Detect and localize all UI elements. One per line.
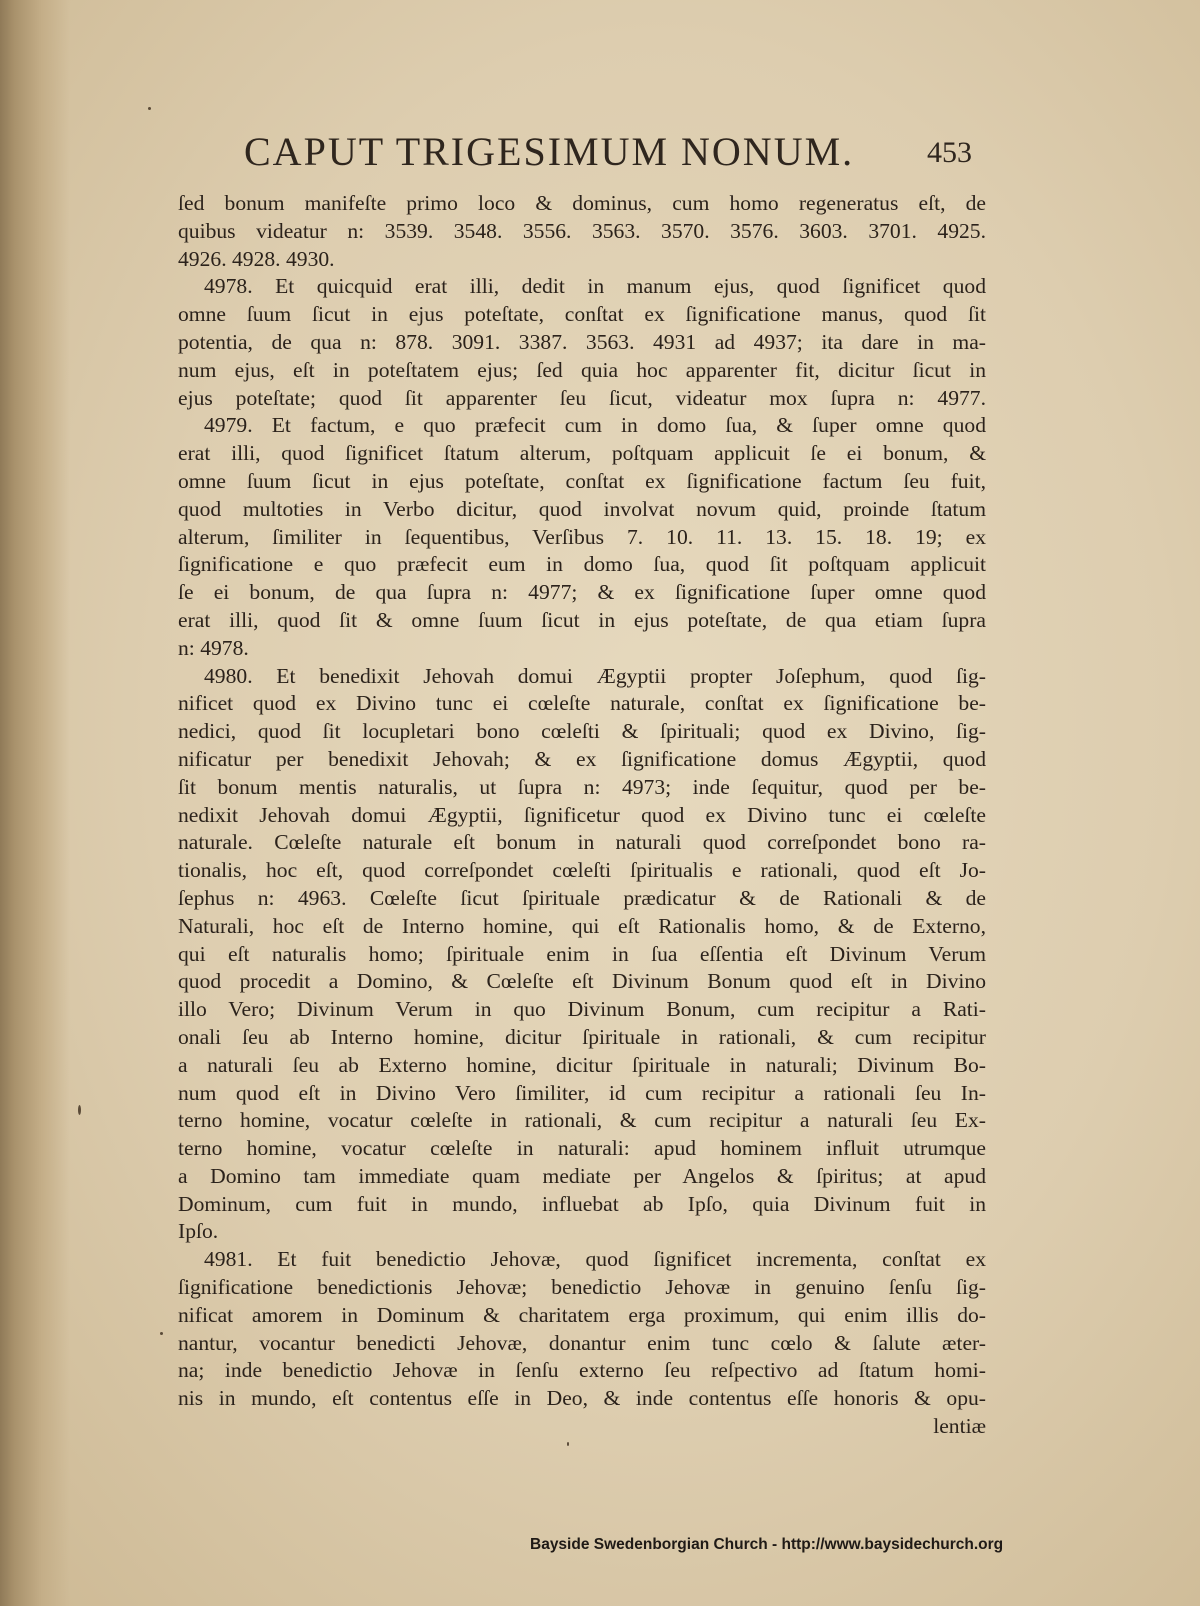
text-line: num ejus, eſt in poteſtatem ejus; ſed quia hoc apparenter fit, dicitur ſicut in (178, 357, 986, 382)
text-line: a naturali ſeu ab Externo homine, dicitur ſpirituale in naturali; Divinum Bo- (178, 1052, 986, 1077)
paragraph-start-4980: 4980. Et benedixit Jehovah domui Ægyptii propter Joſephum, quod ſig- (204, 663, 986, 688)
running-head (240, 128, 990, 184)
text-line: ſignificatione e quo præfecit eum in domo ſua, quod ſit poſtquam applicuit (178, 552, 986, 577)
text-line: quibus videatur n: 3539. 3548. 3556. 3563. 3570. 3576. 3603. 3701. 4925. (178, 218, 986, 243)
paper-speck (567, 1442, 569, 1446)
text-line: 4926. 4928. 4930. (178, 246, 335, 271)
text-line: ejus poteſtate; quod ſit apparenter ſeu ſicut, videatur mox ſupra n: 4977. (178, 385, 986, 410)
text-line: onali ſeu ab Interno homine, dicitur ſpirituale in rationali, & cum recipitur (178, 1024, 986, 1049)
body-text (178, 190, 986, 1441)
text-line: nificet quod ex Divino tunc ei cœleſte naturale, conſtat ex ſignificatione be- (178, 691, 986, 716)
text-line: nantur, vocantur benedicti Jehovæ, donantur enim tunc cœlo & ſalute æter- (178, 1330, 986, 1355)
text-line: nis in mundo, eſt contentus eſſe in Deo, & inde contentus eſſe honoris & opu- (178, 1386, 986, 1411)
text-line: illo Vero; Divinum Verum in quo Divinum Bonum, cum recipitur a Rati- (178, 997, 986, 1022)
text-line: tionalis, hoc eſt, quod correſpondet cœleſti ſpiritualis e rationali, quod eſt Jo- (178, 858, 986, 883)
text-line: quod procedit a Domino, & Cœleſte eſt Divinum Bonum quod eſt in Divino (178, 969, 986, 994)
text-line: terno homine, vocatur cœleſte in naturali: apud hominem influit utrumque (178, 1136, 986, 1161)
paper-speck (78, 1105, 81, 1115)
text-line: nificatur per benedixit Jehovah; & ex ſignificatione domus Ægyptii, quod (178, 746, 986, 771)
text-line: ſed bonum manifeſte primo loco & dominus, cum homo regeneratus eſt, de (178, 191, 986, 215)
text-line: Naturali, hoc eſt de Interno homine, qui eſt Rationalis homo, & de Externo, (178, 913, 986, 938)
text-line: nedixit Jehovah domui Ægyptii, ſignificetur quod ex Divino tunc ei cœleſte (178, 802, 986, 827)
text-line: omne ſuum ſicut in ejus poteſtate, conſtat ex ſignificatione factum ſeu fuit, (178, 468, 986, 493)
text-line: alterum, ſimiliter in ſequentibus, Verſibus 7. 10. 11. 13. 15. 18. 19; ex (178, 524, 986, 549)
text-line: Dominum, cum fuit in mundo, influebat ab Ipſo, quia Divinum fuit in (178, 1191, 986, 1216)
text-line: erat illi, quod ſignificet ſtatum alterum, poſtquam applicuit ſe ei bonum, & (178, 441, 986, 466)
text-line: a Domino tam immediate quam mediate per Angelos & ſpiritus; at apud (178, 1163, 986, 1188)
paragraph-start-4981: 4981. Et fuit benedictio Jehovæ, quod ſignificet incrementa, conſtat ex (204, 1247, 986, 1272)
text-line: terno homine, vocatur cœleſte in rationali, & cum recipitur a naturali ſeu Ex- (178, 1108, 986, 1133)
text-line: ſignificatione benedictionis Jehovæ; benedictio Jehovæ in genuino ſenſu ſig- (178, 1275, 986, 1300)
catchword: lentiæ (933, 1414, 986, 1439)
text-line: naturale. Cœleſte naturale eſt bonum in naturali quod correſpondet bono ra- (178, 830, 986, 855)
chapter-title: CAPUT TRIGESIMUM NONUM. (244, 129, 855, 174)
text-line: nificat amorem in Dominum & charitatem erga proximum, qui enim illis do- (178, 1302, 986, 1327)
paragraph-start-4979: 4979. Et factum, e quo præfecit cum in domo ſua, & ſuper omne quod (204, 413, 986, 438)
text-line: ſit bonum mentis naturalis, ut ſupra n: 4973; inde ſequitur, quod per be- (178, 774, 986, 799)
text-line: quod multoties in Verbo dicitur, quod involvat novum quid, proinde ſtatum (178, 496, 986, 521)
page-number: 453 (927, 136, 972, 169)
paper-speck (160, 1332, 163, 1335)
text-line: nedici, quod ſit locupletari bono cœleſti & ſpirituali; quod ex Divino, ſig- (178, 719, 986, 744)
text-line: Ipſo. (178, 1219, 219, 1244)
text-line: n: 4978. (178, 635, 249, 660)
text-line: na; inde benedictio Jehovæ in ſenſu externo ſeu reſpectivo ad ſtatum homi- (178, 1358, 986, 1383)
text-line: qui eſt naturalis homo; ſpirituale enim in ſua eſſentia eſt Divinum Verum (178, 941, 986, 966)
footer-credit: Bayside Swedenborgian Church - http://www.baysidechurch.org (530, 1536, 1004, 1553)
text-line: ſephus n: 4963. Cœleſte ſicut ſpirituale prædicatur & de Rationali & de (178, 885, 986, 910)
text-line: erat illi, quod ſit & omne ſuum ſicut in ejus poteſtate, de qua etiam ſupra (178, 607, 986, 632)
text-line: num quod eſt in Divino Vero ſimiliter, id cum recipitur a rationali ſeu In- (178, 1080, 986, 1105)
text-line: ſe ei bonum, de qua ſupra n: 4977; & ex ſignificatione ſuper omne quod (178, 580, 986, 605)
paragraph-start-4978: 4978. Et quicquid erat illi, dedit in manum ejus, quod ſignificet quod (204, 274, 986, 299)
text-line: potentia, de qua n: 878. 3091. 3387. 3563. 4931 ad 4937; ita dare in ma- (178, 329, 986, 354)
page-gutter-shadow (0, 0, 70, 1606)
paper-speck (148, 107, 151, 110)
text-line: omne ſuum ſicut in ejus poteſtate, conſtat ex ſignificatione manus, quod ſit (178, 302, 986, 327)
